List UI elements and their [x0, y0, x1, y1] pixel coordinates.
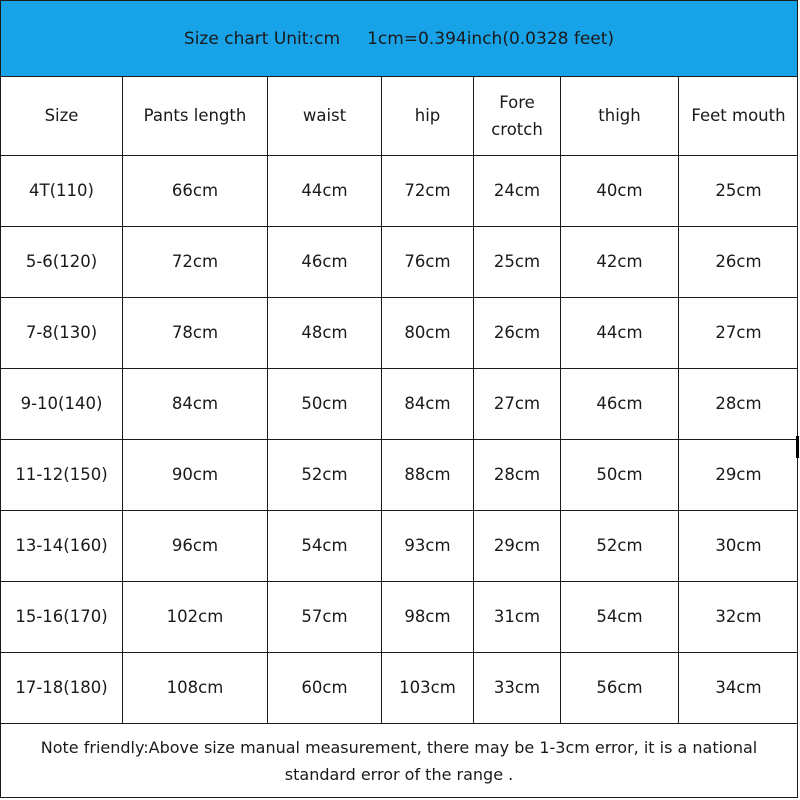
feet-mouth-cell: 29cm [679, 439, 799, 510]
header-thigh: thigh [561, 77, 679, 155]
pants-length-cell: 96cm [123, 510, 268, 581]
fore-crotch-cell: 27cm [474, 368, 561, 439]
waist-cell: 46cm [268, 226, 382, 297]
header-pants-length: Pants length [123, 77, 268, 155]
fore-crotch-cell: 33cm [474, 652, 561, 723]
table-row [1, 581, 799, 652]
size-cell: 4T(110) [1, 155, 123, 226]
hip-cell: 103cm [382, 652, 474, 723]
waist-cell: 57cm [268, 581, 382, 652]
header-size: Size [1, 77, 123, 155]
pants-length-cell: 90cm [123, 439, 268, 510]
pants-length-cell: 108cm [123, 652, 268, 723]
hip-cell: 84cm [382, 368, 474, 439]
waist-cell: 50cm [268, 368, 382, 439]
size-cell: 9-10(140) [1, 368, 123, 439]
table-row [1, 297, 799, 368]
hip-cell: 80cm [382, 297, 474, 368]
fore-crotch-cell: 29cm [474, 510, 561, 581]
waist-cell: 52cm [268, 439, 382, 510]
thigh-cell: 46cm [561, 368, 679, 439]
feet-mouth-cell: 25cm [679, 155, 799, 226]
hip-cell: 88cm [382, 439, 474, 510]
feet-mouth-cell: 28cm [679, 368, 799, 439]
thigh-cell: 42cm [561, 226, 679, 297]
note-text: Note friendly:Above size manual measurement, there may be 1-3cm error, it is a national standard error of the range . [40, 738, 758, 784]
size-table [0, 77, 798, 724]
hip-cell: 72cm [382, 155, 474, 226]
waist-cell: 48cm [268, 297, 382, 368]
size-cell: 13-14(160) [1, 510, 123, 581]
fore-crotch-cell: 25cm [474, 226, 561, 297]
table-row [1, 652, 799, 723]
waist-cell: 54cm [268, 510, 382, 581]
fore-crotch-cell: 31cm [474, 581, 561, 652]
pants-length-cell: 102cm [123, 581, 268, 652]
fore-crotch-cell: 28cm [474, 439, 561, 510]
pants-length-cell: 72cm [123, 226, 268, 297]
waist-cell: 60cm [268, 652, 382, 723]
size-cell: 17-18(180) [1, 652, 123, 723]
pants-length-cell: 66cm [123, 155, 268, 226]
waist-cell: 44cm [268, 155, 382, 226]
pants-length-cell: 84cm [123, 368, 268, 439]
header-fore-crotch: Fore crotch [474, 77, 561, 155]
edge-marker [796, 436, 799, 458]
hip-cell: 98cm [382, 581, 474, 652]
table-row [1, 226, 799, 297]
feet-mouth-cell: 27cm [679, 297, 799, 368]
header-waist: waist [268, 77, 382, 155]
feet-mouth-cell: 34cm [679, 652, 799, 723]
table-row [1, 510, 799, 581]
table-row [1, 155, 799, 226]
size-cell: 11-12(150) [1, 439, 123, 510]
size-cell: 15-16(170) [1, 581, 123, 652]
hip-cell: 93cm [382, 510, 474, 581]
fore-crotch-cell: 24cm [474, 155, 561, 226]
thigh-cell: 40cm [561, 155, 679, 226]
size-chart-title: Size chart Unit:cm 1cm=0.394inch(0.0328 feet) [1, 1, 797, 77]
size-cell: 7-8(130) [1, 297, 123, 368]
fore-crotch-cell: 26cm [474, 297, 561, 368]
thigh-cell: 52cm [561, 510, 679, 581]
thigh-cell: 50cm [561, 439, 679, 510]
header-hip: hip [382, 77, 474, 155]
header-row [1, 77, 799, 155]
table-body [1, 155, 799, 723]
table-row [1, 368, 799, 439]
pants-length-cell: 78cm [123, 297, 268, 368]
thigh-cell: 54cm [561, 581, 679, 652]
hip-cell: 76cm [382, 226, 474, 297]
thigh-cell: 56cm [561, 652, 679, 723]
feet-mouth-cell: 32cm [679, 581, 799, 652]
feet-mouth-cell: 26cm [679, 226, 799, 297]
size-cell: 5-6(120) [1, 226, 123, 297]
feet-mouth-cell: 30cm [679, 510, 799, 581]
table-row [1, 439, 799, 510]
thigh-cell: 44cm [561, 297, 679, 368]
header-feet-mouth: Feet mouth [679, 77, 799, 155]
